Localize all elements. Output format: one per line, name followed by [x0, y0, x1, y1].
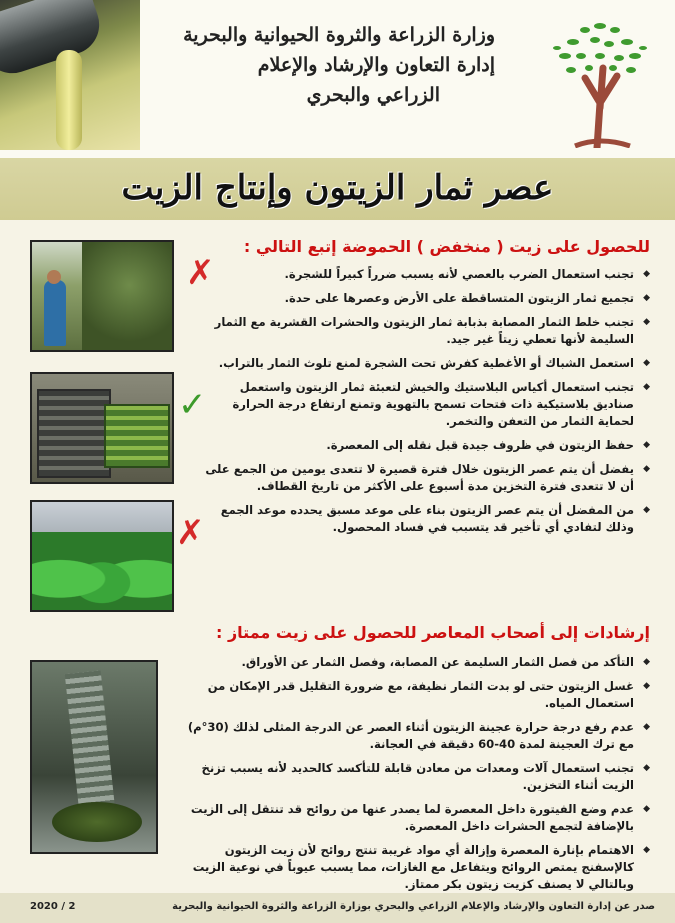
section1-list	[200, 266, 650, 543]
photo-olive-sacks	[30, 500, 174, 612]
tree-canopy-image	[82, 242, 174, 350]
ministry-line-3: الزراعي والبحري	[306, 84, 440, 106]
list-item: ◆ تجنب استعمال آلات ومعدات من معادن قابلة للتأكسد كالحديد لأنه يسبب تزنخ الزيت أثناء التخزين.	[170, 760, 650, 794]
crate-stack-image	[37, 389, 111, 478]
list-item: ◆ الاهتمام بإنارة المعصرة وإزالة أي مواد غريبة تنتج روائح لأن زيت الزيتون كالإسفنج يمتص الروائح ويتفاعل مع الغازات، مما يسبب عيوباً في نوعية الزيت وبالتالي لا يصنف كزيت زيتون بكر ممتاز.	[170, 842, 650, 893]
title-band	[0, 158, 675, 220]
green-sacks-image	[32, 532, 172, 610]
list-item: ◆ غسل الزيتون حتى لو بدت الثمار نظيفة، مع ضرورة التقليل قدر الإمكان من استعمال المياه.	[170, 678, 650, 712]
bad-practice-mark-1: ✗	[186, 253, 215, 293]
photo-plastic-crates	[30, 372, 174, 484]
photo-harvesting-with-sticks	[30, 240, 174, 352]
olive-oil-pouring-photo	[0, 0, 140, 150]
footer-publisher: صدر عن إدارة التعاون والإرشاد والإعلام الزراعي والبحري بوزارة الزراعة والثروة الحيوانية والبحرية	[172, 901, 655, 912]
ministry-line-2: إدارة التعاون والإرشاد والإعلام	[257, 54, 495, 76]
section1-heading: للحصول على زيت ( منخفض ) الحموضة إتبع التالي :	[243, 237, 650, 256]
list-item: ◆ عدم رفع درجة حرارة عجينة الزيتون أثناء العصر عن الدرجة المثلى لذلك (30°م) مع ترك العجينة لمدة 40-60 دقيقة في العجانة.	[170, 719, 650, 753]
good-practice-mark: ✓	[178, 385, 207, 425]
olive-pile-image	[52, 802, 142, 842]
bad-practice-mark-2: ✗	[176, 513, 205, 553]
list-item: ◆ تجميع ثمار الزيتون المتساقطة على الأرض وعصرها على حدة.	[200, 290, 650, 307]
list-item: ◆ التأكد من فصل الثمار السليمة عن المصابة، وفصل الثمار عن الأوراق.	[170, 654, 650, 671]
green-crate-image	[104, 404, 170, 468]
list-item: ◆ تجنب خلط الثمار المصابة بذبابة ثمار الزيتون والحشرات القشرية مع الثمار السليمة لأنها تعطي زيتاً غير جيد.	[200, 314, 650, 348]
oil-spout-image	[0, 0, 107, 81]
list-item: ◆ من المفضل أن يتم عصر الزيتون بناء على موعد مسبق يحدده موعد الجمع وذلك لتفادي أي تأخير قد يتسبب في فساد المحصول.	[200, 502, 650, 536]
ministry-line-1: وزارة الزراعة والثروة الحيوانية والبحرية	[183, 24, 495, 46]
ministry-name	[183, 20, 495, 110]
footer-date: 2020 / 2	[30, 901, 76, 912]
list-item: ◆ حفظ الزيتون في ظروف جيدة قبل نقله إلى المعصرة.	[200, 437, 650, 454]
page-title: عصر ثمار الزيتون وإنتاج الزيت	[121, 168, 554, 208]
worker-head-image	[47, 270, 61, 284]
oil-stream-image	[56, 50, 82, 150]
section2-heading: إرشادات إلى أصحاب المعاصر للحصول على زيت ممتاز :	[215, 623, 650, 642]
list-item: ◆ عدم وضع الفيتورة داخل المعصرة لما يصدر عنها من روائح قد تنتقل إلى الزيت بالإضافة لتجمع الحشرات داخل المعصرة.	[170, 801, 650, 835]
header	[0, 0, 675, 158]
footer	[0, 893, 675, 923]
conveyor-belt-image	[65, 671, 115, 814]
list-item: ◆ تجنب استعمال الضرب بالعصي لأنه يسبب ضرراً كبيراً للشجرة.	[200, 266, 650, 283]
list-item: ◆ استعمل الشباك أو الأغطية كفرش تحت الشجرة لمنع تلوث الثمار بالتراب.	[200, 355, 650, 372]
list-item: ◆ تجنب استعمال أكياس البلاستيك والخيش لتعبئة ثمار الزيتون واستعمل صناديق بلاستيكية ذات فتحات تسمح بالتهوية وتمنع ارتفاع درجة الحرارة لحماية الثمار من التعفن والتخمر.	[200, 379, 650, 430]
photo-olive-washing-machine	[30, 660, 158, 854]
section2-list	[170, 654, 650, 900]
list-item: ◆ يفضل أن يتم عصر الزيتون خلال فترة قصيرة لا تتعدى يومين من الجمع على أن لا تتعدى فترة التخزين مدة أسبوع على الأكثر من تاريخ القطاف.	[200, 461, 650, 495]
olive-tree-logo	[545, 8, 655, 148]
worker-figure-image	[44, 280, 66, 346]
